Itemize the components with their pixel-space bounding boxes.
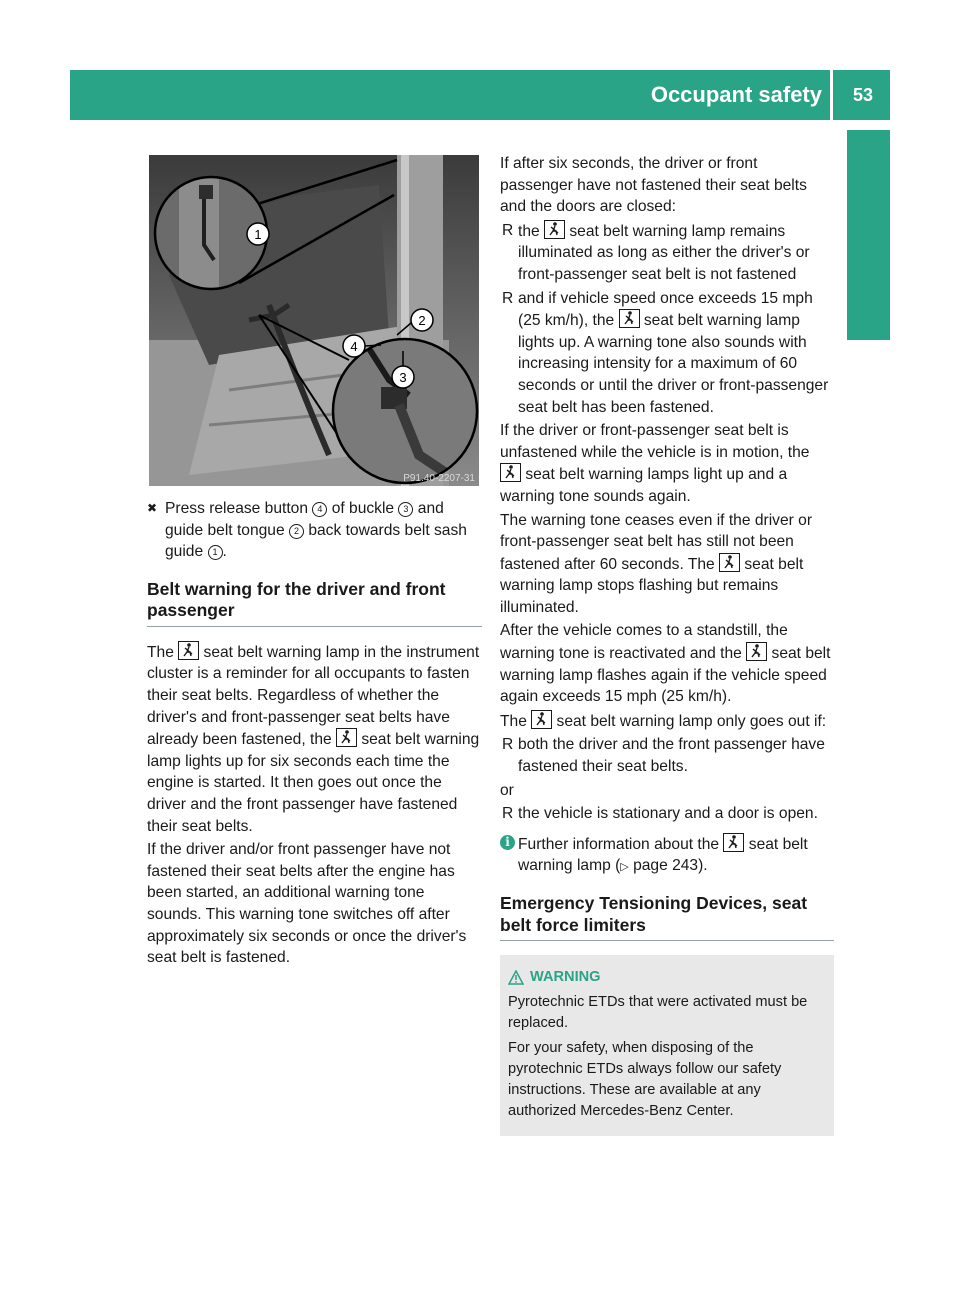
- info-icon: i: [500, 835, 515, 850]
- bullet-mark: R: [502, 805, 514, 823]
- left-column: [147, 498, 482, 971]
- seat-belt-lamp-icon: [531, 710, 552, 729]
- section-title: Occupant safety: [650, 82, 822, 107]
- step-text: and guide belt tongue: [165, 500, 444, 539]
- paragraph: After the vehicle comes to a standstill, the warning tone is reactivated and the seat belt warning lamp flashes again if the vehicle speed again exceeds 15 mph (25 km/h).: [500, 622, 831, 706]
- list-item: R and if vehicle speed once exceeds 15 mph (25 km/h), the seat belt warning lamp lights up. A warning tone also sounds with increasing intensity for a maximum of 60 seconds or until the driver or front-passenger seat belt has been fastened.: [502, 289, 829, 416]
- figure-callout-1: 1: [254, 227, 262, 242]
- step-text: Press release button: [165, 500, 313, 517]
- warning-box: [500, 955, 834, 1136]
- seat-belt-lamp-icon: [746, 642, 767, 661]
- warning-text: For your safety, when disposing of the pyrotechnic ETDs always follow our safety instructions. These are available at any authorized Mercedes-Benz Center.: [508, 1040, 782, 1119]
- callout-ref: 3: [398, 502, 413, 517]
- callout-ref: 4: [312, 502, 327, 517]
- page-ref-arrow-icon: ▷: [620, 861, 629, 874]
- paragraph: If the driver or front-passenger seat belt is unfastened while the vehicle is in motion, the seat belt warning lamps light up and a warning tone sounds again.: [500, 422, 810, 505]
- warning-text: Pyrotechnic ETDs that were activated must be replaced.: [508, 994, 808, 1031]
- seat-belt-lamp-icon: [178, 641, 199, 660]
- paragraph: or: [500, 781, 514, 799]
- seat-belt-lamp-icon: [544, 220, 565, 239]
- step-text: .: [222, 543, 227, 561]
- figure-code: P91.40-2207-31: [403, 473, 475, 484]
- section-heading: Emergency Tensioning Devices, seat belt force limiters: [500, 893, 834, 941]
- seat-belt-figure: [149, 155, 479, 486]
- callout-ref: 2: [289, 524, 304, 539]
- header-divider: [830, 70, 833, 120]
- warning-header: [508, 967, 826, 988]
- callout-ref: 1: [208, 545, 223, 560]
- paragraph: If after six seconds, the driver or front passenger have not fastened their seat belts and the doors are closed:: [500, 155, 807, 216]
- paragraph: The seat belt warning lamp in the instrument cluster is a reminder for all occupants to fasten their seat belts. Regardless of whether the driver's and front-passenger seat belts have already been fastened, the seat belt warning lamp lights up for six seconds each time the engine is started. It then goes out once the driver and the front passenger have fastened their seat belts.: [147, 641, 482, 837]
- step-text: back towards belt sash guide: [165, 521, 467, 561]
- list-item: R the vehicle is stationary and a door is open.: [500, 803, 834, 825]
- figure-callout-2: 2: [418, 313, 426, 328]
- section-heading: Belt warning for the driver and front passenger: [147, 579, 482, 627]
- list-item: R the seat belt warning lamp remains illuminated as long as either the driver's or front-passenger seat belt is not fastened: [502, 221, 810, 283]
- warning-title: WARNING: [530, 969, 601, 985]
- page-number: 53: [852, 85, 874, 105]
- seat-belt-lamp-icon: [619, 309, 640, 328]
- paragraph: The warning tone ceases even if the driver or front-passenger seat belt has still not been fastened after 60 seconds. The seat belt warning lamp stops flashing but remains illuminated.: [500, 511, 813, 616]
- seat-belt-lamp-icon: [723, 833, 744, 852]
- seat-belt-lamp-icon: [336, 728, 357, 747]
- figure-callout-3: 3: [399, 370, 407, 385]
- figure-callout-4: 4: [350, 339, 358, 354]
- paragraph: If the driver and/or front passenger have not fastened their seat belts after the engine has been started, an additional warning tone sounds. This warning tone switches off after approximately six seconds or once the driver's seat belt is fastened.: [147, 841, 467, 967]
- seat-belt-lamp-icon: [500, 463, 521, 482]
- list-item: R both the driver and the front passenger have fastened their seat belts.: [502, 736, 825, 776]
- step-arrow-icon: ✖: [147, 501, 158, 515]
- warning-triangle-icon: [508, 970, 524, 985]
- bullet-mark: R: [502, 736, 514, 754]
- paragraph: The seat belt warning lamp only goes out if:: [500, 710, 834, 733]
- instruction-step: [147, 498, 482, 563]
- bullet-mark: R: [502, 221, 514, 239]
- side-tab-label: Safety: [861, 161, 886, 228]
- page-reference-link[interactable]: page 243).: [628, 857, 708, 875]
- seat-belt-lamp-icon: [719, 553, 740, 572]
- step-text: of buckle: [327, 500, 399, 517]
- info-note: i Further information about the seat belt warning lamp (▷ page 243).: [500, 833, 834, 879]
- bullet-mark: R: [502, 289, 514, 307]
- right-column: [500, 153, 834, 1136]
